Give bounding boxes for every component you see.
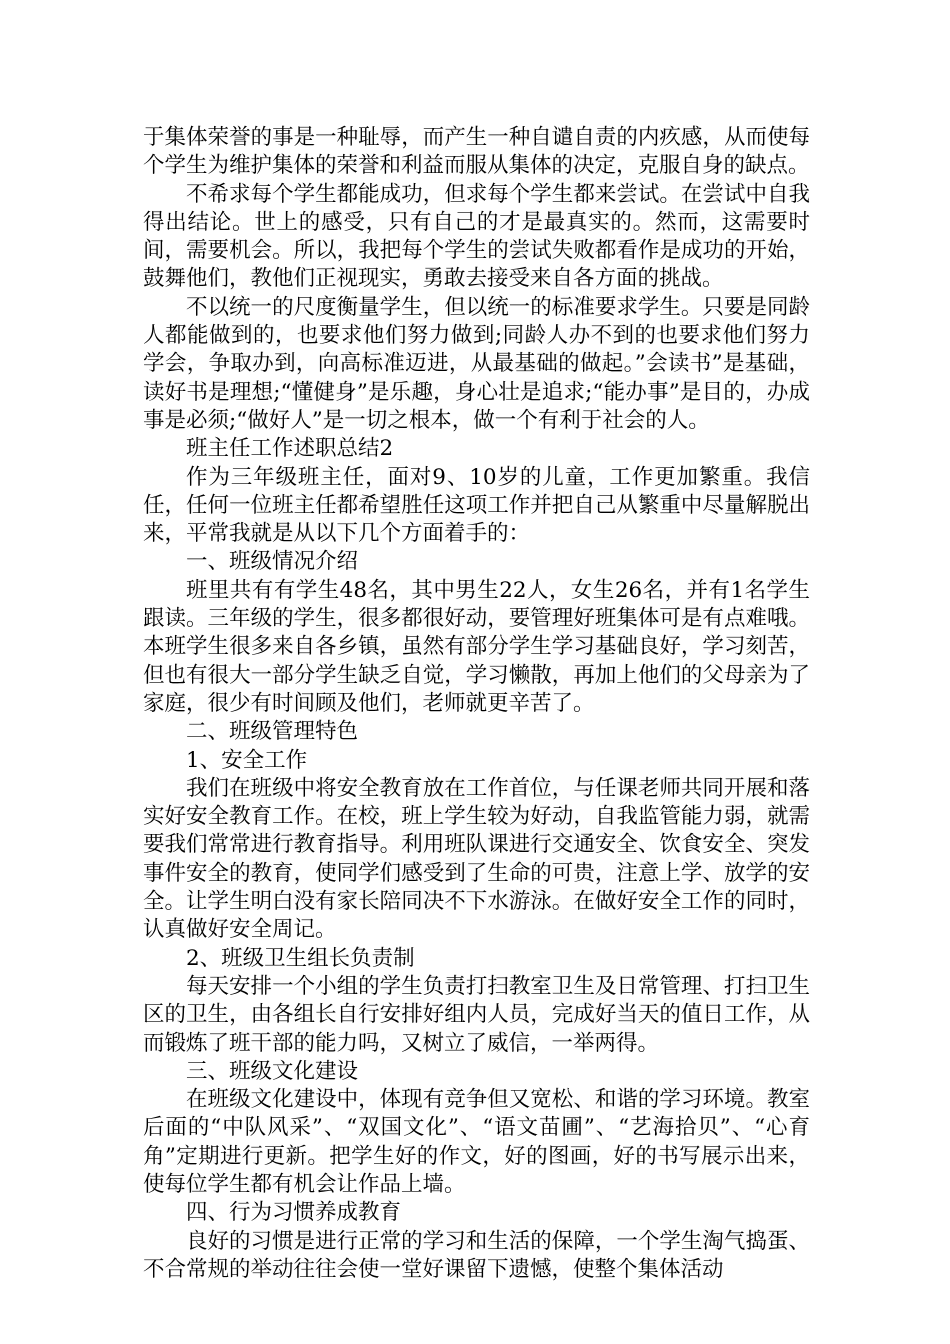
document-page — [143, 124, 810, 1284]
section-heading: 二、班级管理特色 — [186, 719, 359, 745]
section-title: 班主任工作述职总结2 — [186, 436, 394, 462]
section-heading: 一、班级情况介绍 — [186, 549, 359, 575]
section-heading: 四、行为习惯养成教育 — [186, 1200, 402, 1226]
body-paragraph: 作为三年级班主任，面对9、10岁的儿童，工作更加繁重。我信任，任何一位班主任都希望胜任这项工作并把自己从繁重中尽量解脱出来，平常我就是从以下几个方面着手的： — [143, 464, 810, 547]
body-paragraph: 班里共有有学生48名，其中男生22人，女生26名，并有1名学生跟读。三年级的学生，很多都很好动，要管理好班集体可是有点难哦。本班学生很多来自各乡镇，虽然有部分学生学习基础良好，学习刻苦，但也有很大一部分学生缺乏自觉，学习懒散，再加上他们的父母亲为了家庭，很少有时间顾及他们，老师就更辛苦了。 — [143, 577, 810, 716]
body-paragraph: 于集体荣誉的事是一种耻辱，而产生一种自谴自责的内疚感，从而使每个学生为维护集体的荣誉和利益而服从集体的决定，克服自身的缺点。 — [143, 125, 810, 179]
body-paragraph: 在班级文化建设中，体现有竞争但又宽松、和谐的学习环境。教室后面的“中队风采”、“双国文化”、“语文苗圃”、“艺海拾贝”、“心育角”定期进行更新。把学生好的作文，好的图画，好的书写展示出来，使每位学生都有机会让作品上墙。 — [143, 1087, 810, 1197]
body-paragraph: 我们在班级中将安全教育放在工作首位，与任课老师共同开展和落实好安全教育工作。在校，班上学生较为好动，自我监管能力弱，就需要我们常常进行教育指导。利用班队课进行交通安全、饮食安全、突发事件安全的教育，使同学们感受到了生命的可贵，注意上学、放学的安全。让学生明白没有家长陪同决不下水游泳。在做好安全工作的同时，认真做好安全周记。 — [143, 775, 810, 943]
body-paragraph: 不希求每个学生都能成功，但求每个学生都来尝试。在尝试中自我得出结论。世上的感受，只有自己的才是最真实的。然而，这需要时间，需要机会。所以，我把每个学生的尝试失败都看作是成功的开始，鼓舞他们，教他们正视现实，勇敢去接受来自各方面的挑战。 — [143, 181, 810, 292]
subsection-heading: 1、安全工作 — [186, 747, 308, 773]
body-paragraph: 良好的习惯是进行正常的学习和生活的保障，一个学生淘气捣蛋、不合常规的举动往往会使一堂好课留下遗憾，使整个集体活动 — [143, 1228, 810, 1282]
section-heading: 三、班级文化建设 — [186, 1058, 359, 1084]
body-paragraph: 每天安排一个小组的学生负责打扫教室卫生及日常管理、打扫卫生区的卫生，由各组长自行安排好组内人员，完成好当天的值日工作，从而锻炼了班干部的能力吗，又树立了威信，一举两得。 — [143, 973, 810, 1056]
subsection-heading: 2、班级卫生组长负责制 — [186, 945, 415, 971]
body-paragraph: 不以统一的尺度衡量学生，但以统一的标准要求学生。只要是同龄人都能做到的，也要求他们努力做到;同龄人办不到的也要求他们努力学会，争取办到，向高标准迈进，从最基础的做起。”会读书”是基础，读好书是理想;“懂健身”是乐趣，身心壮是追求;“能办事”是目的，办成事是必须;“做好人”是一切之根本，做一个有利于社会的人。 — [143, 294, 810, 433]
